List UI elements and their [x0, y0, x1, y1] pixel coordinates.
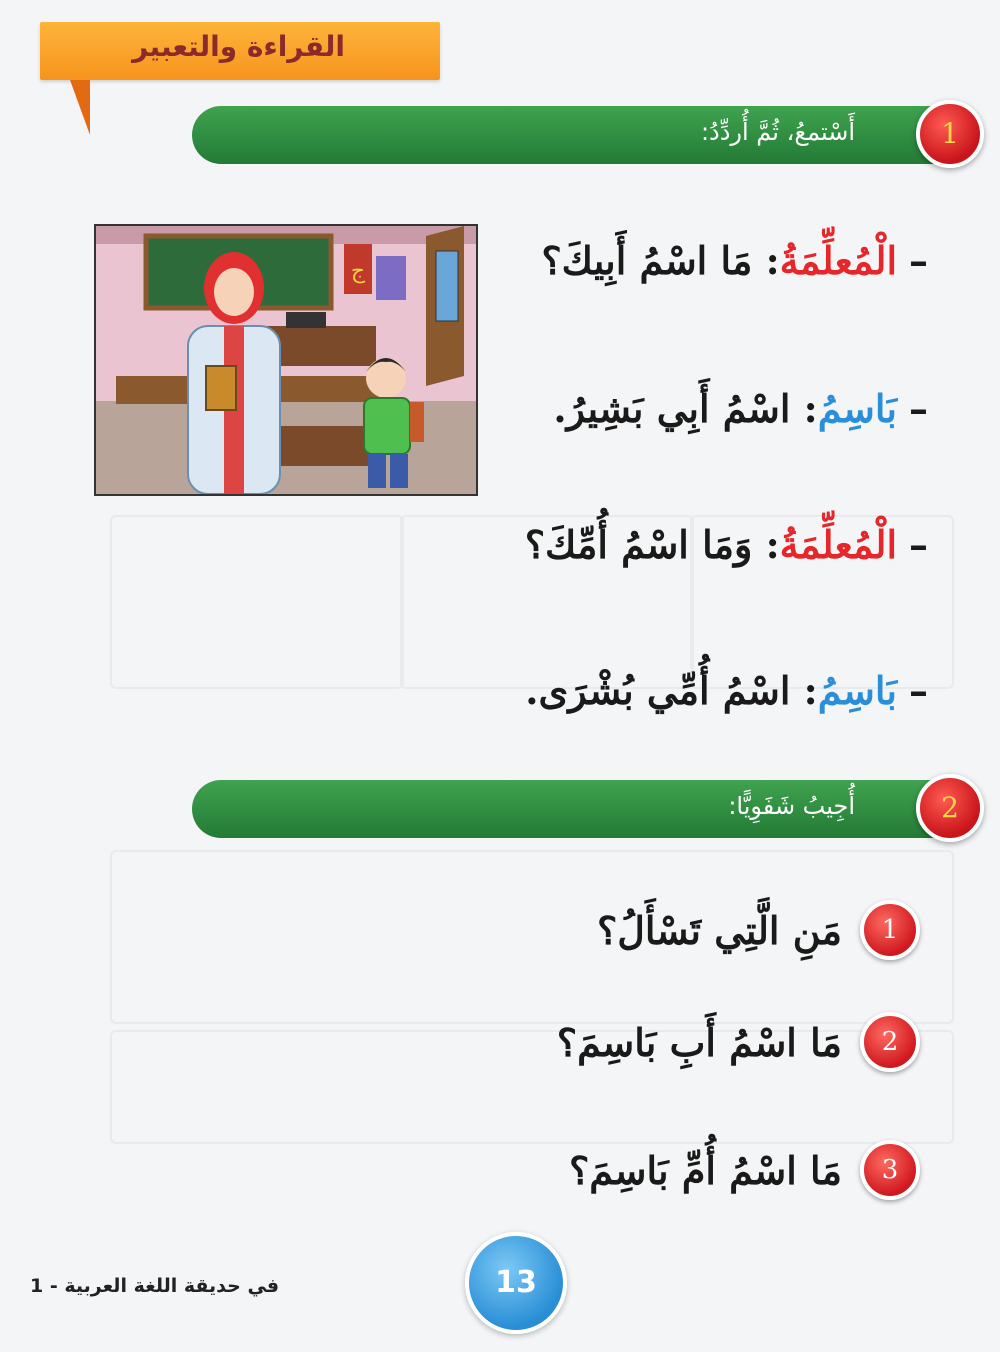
page-number-badge: 13: [465, 1232, 567, 1334]
question-number-badge: 3: [860, 1140, 920, 1200]
question-2: [557, 1012, 920, 1072]
speaker-teacher: الْمُعلِّمَةُ: [779, 522, 897, 567]
dialogue-line-1: [542, 238, 929, 283]
section-1-instruction: أَسْتمعُ، ثُمَّ أُردِّدُ:: [700, 118, 855, 146]
question-number-badge: 1: [860, 900, 920, 960]
title-ribbon: [40, 22, 440, 80]
dialogue-dash: –: [909, 668, 928, 713]
question-3: [569, 1140, 920, 1200]
dialogue-colon: :: [765, 522, 780, 567]
speaker-student: بَاسِمُ: [817, 668, 897, 713]
dialogue-line-3: [525, 522, 928, 567]
dialogue-line-2: [553, 386, 928, 431]
dialogue-text: اسْمُ أَبِي بَشِيرُ.: [553, 386, 791, 431]
speaker-teacher: الْمُعلِّمَةُ: [779, 238, 897, 283]
section-2-number-badge: 2: [916, 774, 984, 842]
student-vest: [364, 398, 410, 454]
question-number-badge: 2: [860, 1012, 920, 1072]
question-text: مَا اسْمُ أُمِّ بَاسِمَ؟: [569, 1147, 842, 1193]
section-1-bar: [192, 106, 937, 164]
dialogue-text: اسْمُ أُمِّي بُشْرَى.: [525, 668, 791, 713]
book-title: في حديقة اللغة العربية - 1: [30, 1275, 280, 1297]
section-2-instruction: أُجِيبُ شَفَوِيًّا:: [728, 792, 855, 820]
speaker-student: بَاسِمُ: [817, 386, 897, 431]
dialogue-colon: :: [803, 668, 818, 713]
section-1-number-badge: 1: [916, 100, 984, 168]
dialogue-colon: :: [803, 386, 818, 431]
dialogue-text: وَمَا اسْمُ أُمِّكَ؟: [524, 522, 753, 567]
question-1: [597, 900, 920, 960]
watermark-box: [110, 515, 404, 689]
classroom-illustration: [94, 224, 478, 496]
poster-letter: ج: [350, 259, 366, 284]
question-text: مَنِ الَّتِي تَسْأَلُ؟: [597, 907, 842, 953]
question-text: مَا اسْمُ أَبِ بَاسِمَ؟: [556, 1019, 842, 1065]
teacher-book: [206, 366, 236, 410]
dialogue-colon: :: [765, 238, 780, 283]
dialogue-dash: –: [909, 386, 928, 431]
ribbon-fold: [70, 80, 90, 135]
dialogue-text: مَا اسْمُ أَبِيكَ؟: [541, 238, 753, 283]
section-2-bar: [192, 780, 937, 838]
dialogue-line-4: [525, 668, 928, 713]
dialogue-dash: –: [909, 238, 928, 283]
dialogue-dash: –: [909, 522, 928, 567]
student-head: [366, 358, 406, 398]
page-title: القراءة والتعبير: [132, 30, 345, 63]
